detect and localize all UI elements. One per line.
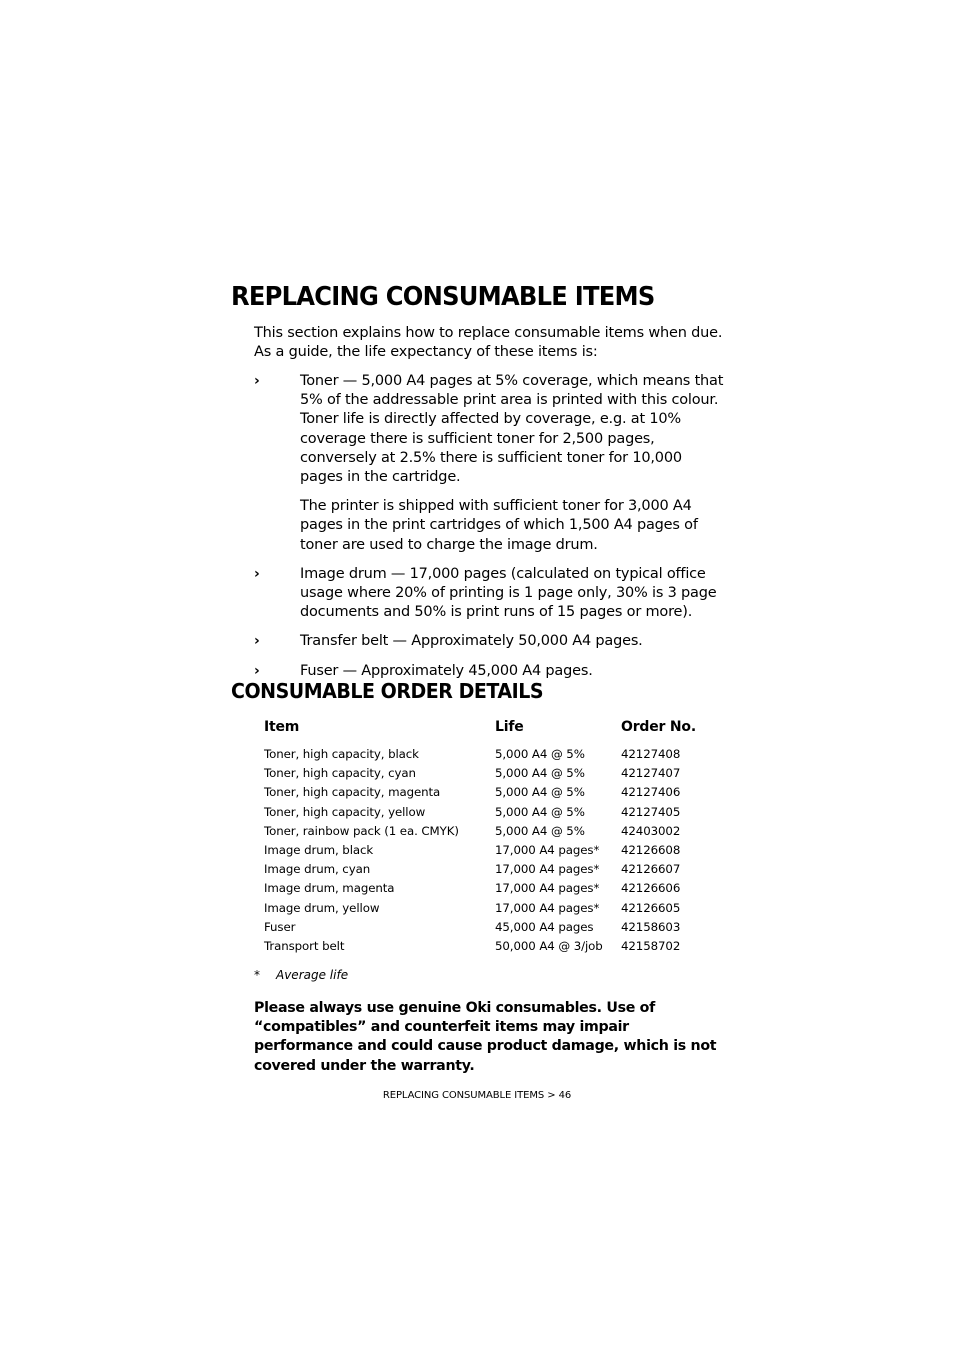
list-item-image-drum [254, 565, 724, 623]
cell-order-no: 42158603 [621, 919, 681, 934]
cell-item: Image drum, magenta [264, 881, 395, 896]
list-item-text: Transfer belt — Approximately 50,000 A4 pages. [300, 633, 643, 650]
cell-life: 5,000 A4 @ 5% [495, 766, 585, 781]
table-row [264, 920, 711, 939]
cell-order-no: 42158702 [621, 938, 681, 953]
table-row [264, 785, 711, 804]
cell-item: Image drum, black [264, 842, 374, 857]
cell-order-no: 42127406 [621, 785, 681, 800]
bullet-chevron-icon: › [254, 662, 260, 679]
cell-item: Toner, rainbow pack (1 ea. CMYK) [264, 823, 459, 838]
column-header-life: Life [495, 719, 524, 735]
footnote [254, 967, 348, 983]
cell-life: 5,000 A4 @ 5% [495, 804, 585, 819]
table-row [264, 881, 711, 900]
cell-order-no: 42127407 [621, 766, 681, 781]
intro-paragraph: This section explains how to replace consumable items when due. As a guide, the life expectancy of these items is: [254, 325, 723, 360]
table-row [264, 824, 711, 843]
life-expectancy-list [254, 372, 724, 691]
cell-life: 17,000 A4 pages* [495, 881, 600, 896]
cell-item: Toner, high capacity, magenta [264, 785, 441, 800]
cell-order-no: 42126605 [621, 900, 681, 915]
table-row [264, 843, 711, 862]
cell-item: Toner, high capacity, cyan [264, 766, 416, 781]
page-footer: REPLACING CONSUMABLE ITEMS > 46 [382, 1090, 572, 1101]
table-row [264, 766, 711, 785]
table-row [264, 805, 711, 824]
list-item-transfer-belt [254, 632, 724, 651]
cell-order-no: 42403002 [621, 823, 681, 838]
footnote-text: Average life [276, 968, 349, 982]
bullet-chevron-icon: › [254, 633, 260, 650]
cell-order-no: 42127405 [621, 804, 681, 819]
bullet-chevron-icon: › [254, 565, 260, 582]
cell-life: 45,000 A4 pages [495, 919, 594, 934]
list-item-text: Toner — 5,000 A4 pages at 5% coverage, which means that 5% of the addressable print area is printed with this colour. Toner life is directly affected by coverage, e.g. at 10% coverage there is sufficient toner for 2,500 pages, conversely at 2.5% there is sufficient toner for 10,000 pages in the cartridge. [300, 373, 724, 486]
cell-order-no: 42126608 [621, 842, 681, 857]
cell-item: Toner, high capacity, yellow [264, 804, 426, 819]
list-item-extra-text: The printer is shipped with sufficient toner for 3,000 A4 pages in the print cartridges of which 1,500 A4 pages of toner are used to charge the image drum. [300, 498, 698, 553]
page-title: REPLACING CONSUMABLE ITEMS [231, 282, 655, 312]
table-row [264, 747, 711, 766]
consumables-table [264, 717, 711, 958]
list-item-toner [254, 372, 724, 555]
cell-life: 17,000 A4 pages* [495, 862, 600, 877]
table-row [264, 939, 711, 958]
cell-order-no: 42126606 [621, 881, 681, 896]
cell-life: 17,000 A4 pages* [495, 900, 600, 915]
cell-life: 5,000 A4 @ 5% [495, 747, 585, 761]
cell-item: Image drum, cyan [264, 862, 371, 877]
warning-paragraph: Please always use genuine Oki consumables. Use of “compatibles” and counterfeit items may impair performance and could cause product damage, which is not covered under the warranty. [254, 1000, 717, 1074]
list-item-text: Fuser — Approximately 45,000 A4 pages. [300, 662, 593, 679]
cell-item: Fuser [264, 919, 296, 934]
bullet-chevron-icon: › [254, 373, 260, 389]
cell-item: Transport belt [264, 938, 345, 953]
table-header-row [264, 717, 711, 747]
cell-item: Image drum, yellow [264, 900, 380, 915]
cell-item: Toner, high capacity, black [264, 747, 419, 761]
table-row [264, 862, 711, 881]
column-header-item: Item [264, 719, 300, 735]
section-heading: CONSUMABLE ORDER DETAILS [231, 679, 544, 703]
list-item-text: Image drum — 17,000 pages (calculated on typical office usage where 20% of printing is 1 page only, 30% is 3 page documents and 50% is print runs of 15 pages or more). [300, 565, 717, 621]
cell-life: 5,000 A4 @ 5% [495, 823, 585, 838]
cell-order-no: 42127408 [621, 747, 681, 761]
cell-life: 50,000 A4 @ 3/job [495, 938, 603, 953]
cell-life: 5,000 A4 @ 5% [495, 785, 585, 800]
cell-life: 17,000 A4 pages* [495, 842, 600, 857]
column-header-order-no: Order No. [621, 719, 696, 735]
cell-order-no: 42126607 [621, 862, 681, 877]
footnote-marker: * [254, 968, 260, 982]
table-row [264, 901, 711, 920]
